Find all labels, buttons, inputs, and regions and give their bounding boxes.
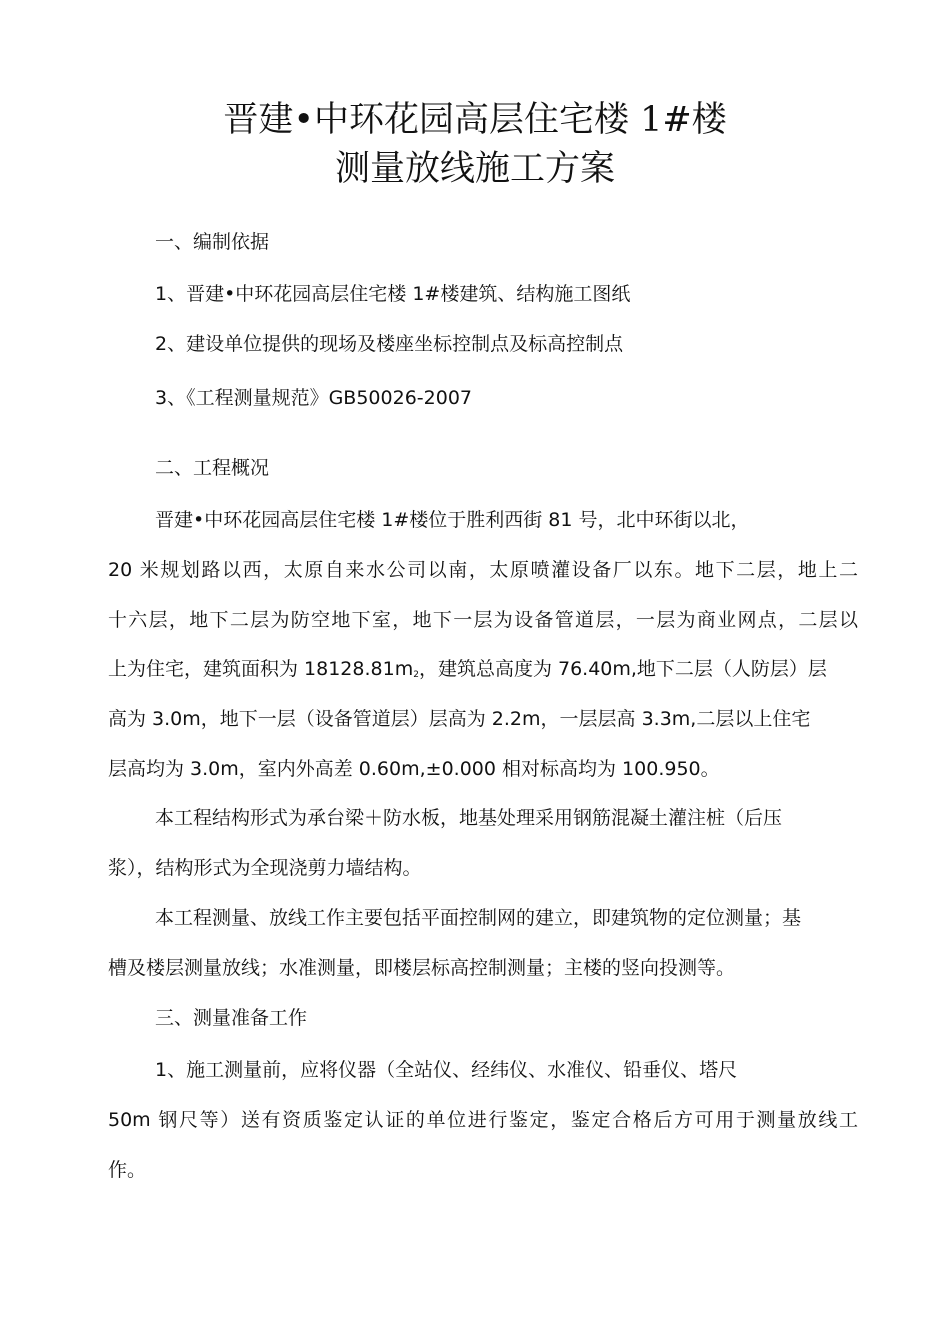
section2-para2-line1: 本工程结构形式为承台梁＋防水板，地基处理采用钢筋混凝土灌注桩（后压 [155, 807, 783, 829]
section2-para1-line2: 20 米规划路以西，太原自来水公司以南，太原喷灌设备厂以东。地下二层，地上二 [108, 559, 858, 581]
section1-item-2: 2、建设单位提供的现场及楼座坐标控制点及标高控制点 [155, 333, 624, 355]
document-title-line2: 测量放线施工方案 [334, 149, 615, 189]
section1-item-1: 1、晋建•中环花园高层住宅楼 1#楼建筑、结构施工图纸 [155, 283, 631, 305]
section1-item-3: 3、《工程测量规范》GB50026-2007 [155, 387, 472, 409]
height-text: ，建筑总高度为 76.40m,地下二层（人防层）层 [418, 658, 827, 680]
section2-para1-line4 [108, 657, 858, 685]
section2-para3-line2: 槽及楼层测量放线；水准测量，即楼层标高控制测量；主楼的竖向投测等。 [108, 957, 736, 979]
section3-para1-line1: 1、施工测量前，应将仪器（全站仪、经纬仪、水准仪、铅垂仪、塔尺 [155, 1059, 738, 1081]
section2-para1-line6: 层高均为 3.0m，室内外高差 0.60m,±0.000 相对标高均为 100.950。 [108, 758, 720, 780]
document-title-line1: 晋建•中环花园高层住宅楼 1#楼 [223, 100, 727, 140]
area-text: 上为住宅，建筑面积为 18128.81m [108, 658, 414, 680]
section2-heading: 二、工程概况 [155, 457, 270, 479]
section2-para3-line1: 本工程测量、放线工作主要包括平面控制网的建立，即建筑物的定位测量；基 [155, 907, 802, 929]
section3-para1-line2: 50m 钢尺等）送有资质鉴定认证的单位进行鉴定，鉴定合格后方可用于测量放线工 [108, 1109, 858, 1131]
section2-para1-line5: 高为 3.0m，地下一层（设备管道层）层高为 2.2m，一层层高 3.3m,二层以上住宅 [108, 708, 811, 730]
section3-para1-line3: 作。 [108, 1159, 147, 1181]
section3-heading: 三、测量准备工作 [155, 1007, 308, 1029]
section2-para2-line2: 浆），结构形式为全现浇剪力墙结构。 [108, 857, 422, 879]
section2-para1-line1: 晋建•中环花园高层住宅楼 1#楼位于胜利西街 81 号，北中环街以北， [155, 509, 750, 531]
section2-para1-line3: 十六层，地下二层为防空地下室，地下一层为设备管道层，一层为商业网点，二层以 [108, 609, 858, 631]
section1-heading: 一、编制依据 [155, 231, 270, 253]
area-superscript: 2 [413, 670, 419, 680]
